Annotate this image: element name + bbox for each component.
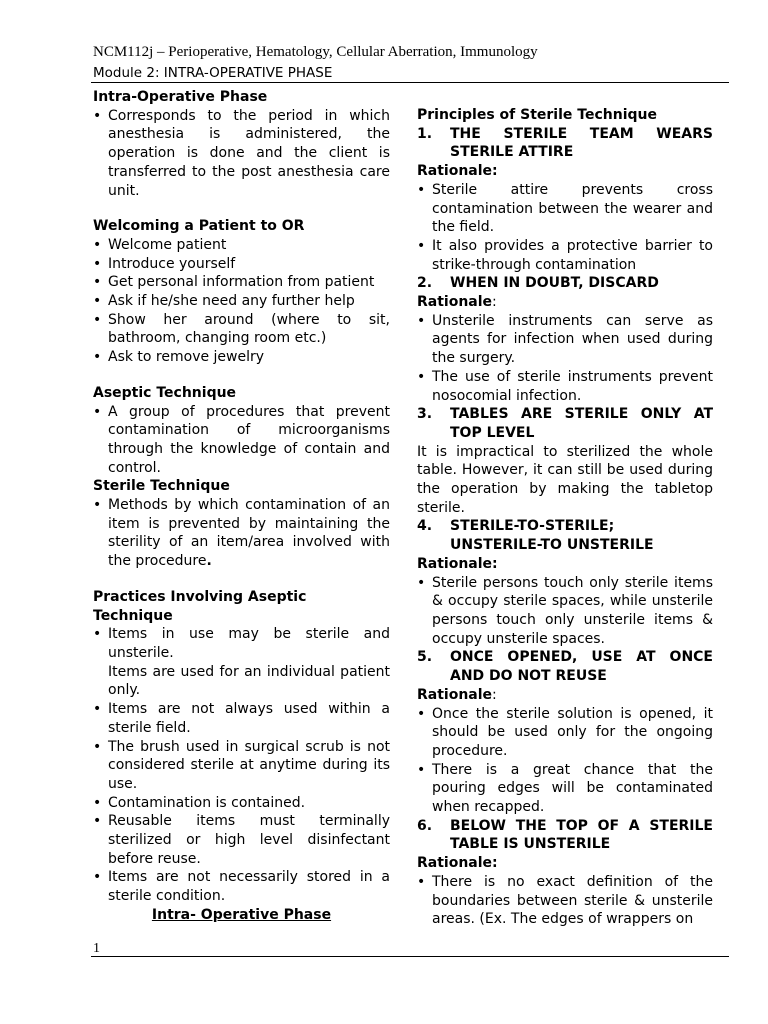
practice-item: • Reusable items must terminally sterilized or high level disinfectant before reuse.	[93, 812, 390, 868]
sterile-bullet-text: Methods by which contamination of an item is prevented by maintaining the sterility of an item/area involved with the procedure	[108, 497, 390, 570]
rationale-label	[417, 293, 713, 312]
course-header: NCM112j – Perioperative, Hematology, Cellular Aberration, Immunology	[93, 44, 538, 60]
section-title-aseptic: Aseptic Technique	[93, 384, 237, 401]
principle-title: THE STERILE TEAM WEARS STERILE ATTIRE	[450, 125, 713, 161]
principle-title: BELOW THE TOP OF A STERILE TABLE IS UNSTERILE	[450, 817, 713, 853]
practice-item: • Items are not always used within a sterile field.	[93, 700, 390, 737]
rationale-label: Rationale:	[417, 163, 498, 180]
practice-item-continuation: Items are used for an individual patient only.	[108, 663, 390, 699]
principle-number: 3.	[417, 406, 433, 423]
principle-number: 5.	[417, 649, 433, 666]
footer-rule	[91, 956, 729, 957]
principle-number: 2.	[417, 275, 433, 292]
welcome-item: • Get personal information from patient	[93, 273, 390, 292]
practice-item: • Items are not necessarily stored in a sterile condition.	[93, 868, 390, 905]
rationale-item: • There is a great chance that the pouring edges will be contaminated when recapped.	[417, 761, 713, 817]
section-title-principles: Principles of Sterile Technique	[417, 107, 657, 123]
rationale-item: • Once the sterile solution is opened, it should be used only for the ongoing procedure.	[417, 705, 713, 761]
rationale-item: • Unsterile instruments can serve as agents for infection when used during the surgery.	[417, 312, 713, 368]
rationale-item: • It also provides a protective barrier to strike-through contamination	[417, 237, 713, 274]
sterile-bullet	[93, 496, 390, 571]
section-title-intra-operative: Intra-Operative Phase	[93, 89, 268, 105]
bottom-title	[93, 906, 390, 925]
header-rule	[91, 82, 729, 83]
rationale-item: • There is no exact definition of the boundaries between sterile & unsterile areas. (Ex. The edges of wrappers on	[417, 873, 713, 929]
intra-operative-bullet: • Corresponds to the period in which anesthesia is administered, the operation is done and the client is transferred to the post anesthesia care unit.	[93, 107, 390, 201]
practice-item: • The brush used in surgical scrub is not considered sterile at anytime during its use.	[93, 738, 390, 794]
principle-3-heading	[417, 405, 713, 442]
aseptic-bullet: • A group of procedures that prevent contamination of microorganisms through the knowledge of contain and control.	[93, 403, 390, 478]
rationale-item: • The use of sterile instruments prevent nosocomial infection.	[417, 368, 713, 405]
rationale-item: • Sterile persons touch only sterile items & occupy sterile spaces, while unsterile persons touch only unsterile items & occupy unsterile spaces.	[417, 574, 713, 649]
principle-number: 4.	[417, 518, 433, 535]
rationale-label	[417, 686, 713, 705]
rationale-label: Rationale:	[417, 855, 498, 872]
principle-2-heading	[417, 274, 713, 293]
section-title-welcoming: Welcoming a Patient to OR	[93, 218, 305, 235]
welcome-item: • Introduce yourself	[93, 255, 390, 274]
rationale-label-colon: :	[492, 294, 497, 311]
principle-title	[450, 517, 713, 554]
practice-item: • Items in use may be sterile and unsterile.	[93, 625, 390, 662]
sterile-bullet-period: .	[206, 553, 212, 570]
section-title-sterile: Sterile Technique	[93, 478, 230, 495]
welcome-item: • Show her around (where to sit, bathroom, changing room etc.)	[93, 311, 390, 348]
module-header: Module 2: INTRA-OPERATIVE PHASE	[93, 65, 333, 81]
principle-6-heading	[417, 817, 713, 854]
principle-title-line: UNSTERILE-TO UNSTERILE	[450, 537, 654, 554]
welcome-item: • Welcome patient	[93, 236, 390, 255]
principle-4-heading	[417, 517, 713, 554]
principle-3-text: It is impractical to sterilized the whole table. However, it can still be used during the operation by making the tabletop sterile.	[417, 443, 713, 516]
bottom-title-text: Intra- Operative Phase	[151, 906, 332, 923]
principle-title: TABLES ARE STERILE ONLY AT TOP LEVEL	[450, 406, 713, 441]
rationale-label-text: Rationale	[417, 294, 493, 311]
rationale-label-text: Rationale	[417, 686, 493, 703]
welcome-item: • Ask if he/she need any further help	[93, 292, 390, 311]
principle-number: 1.	[417, 125, 433, 142]
welcome-item: • Ask to remove jewelry	[93, 348, 390, 367]
page-number: 1	[93, 941, 100, 956]
rationale-item: • Sterile attire prevents cross contamination between the wearer and the field.	[417, 181, 713, 237]
left-column	[93, 88, 390, 925]
rationale-label-colon: :	[492, 686, 497, 703]
section-title-practices: Practices Involving Aseptic Technique	[93, 588, 307, 624]
right-column	[417, 106, 713, 929]
rationale-label: Rationale:	[417, 555, 498, 572]
principle-title: ONCE OPENED, USE AT ONCE AND DO NOT REUSE	[450, 649, 713, 685]
principle-title: WHEN IN DOUBT, DISCARD	[450, 275, 659, 292]
principle-5-heading	[417, 648, 713, 685]
principle-1-heading	[417, 125, 713, 162]
principle-title-line: STERILE-TO-STERILE;	[450, 518, 615, 535]
principle-number: 6.	[417, 817, 433, 834]
practice-item: • Contamination is contained.	[93, 794, 390, 813]
